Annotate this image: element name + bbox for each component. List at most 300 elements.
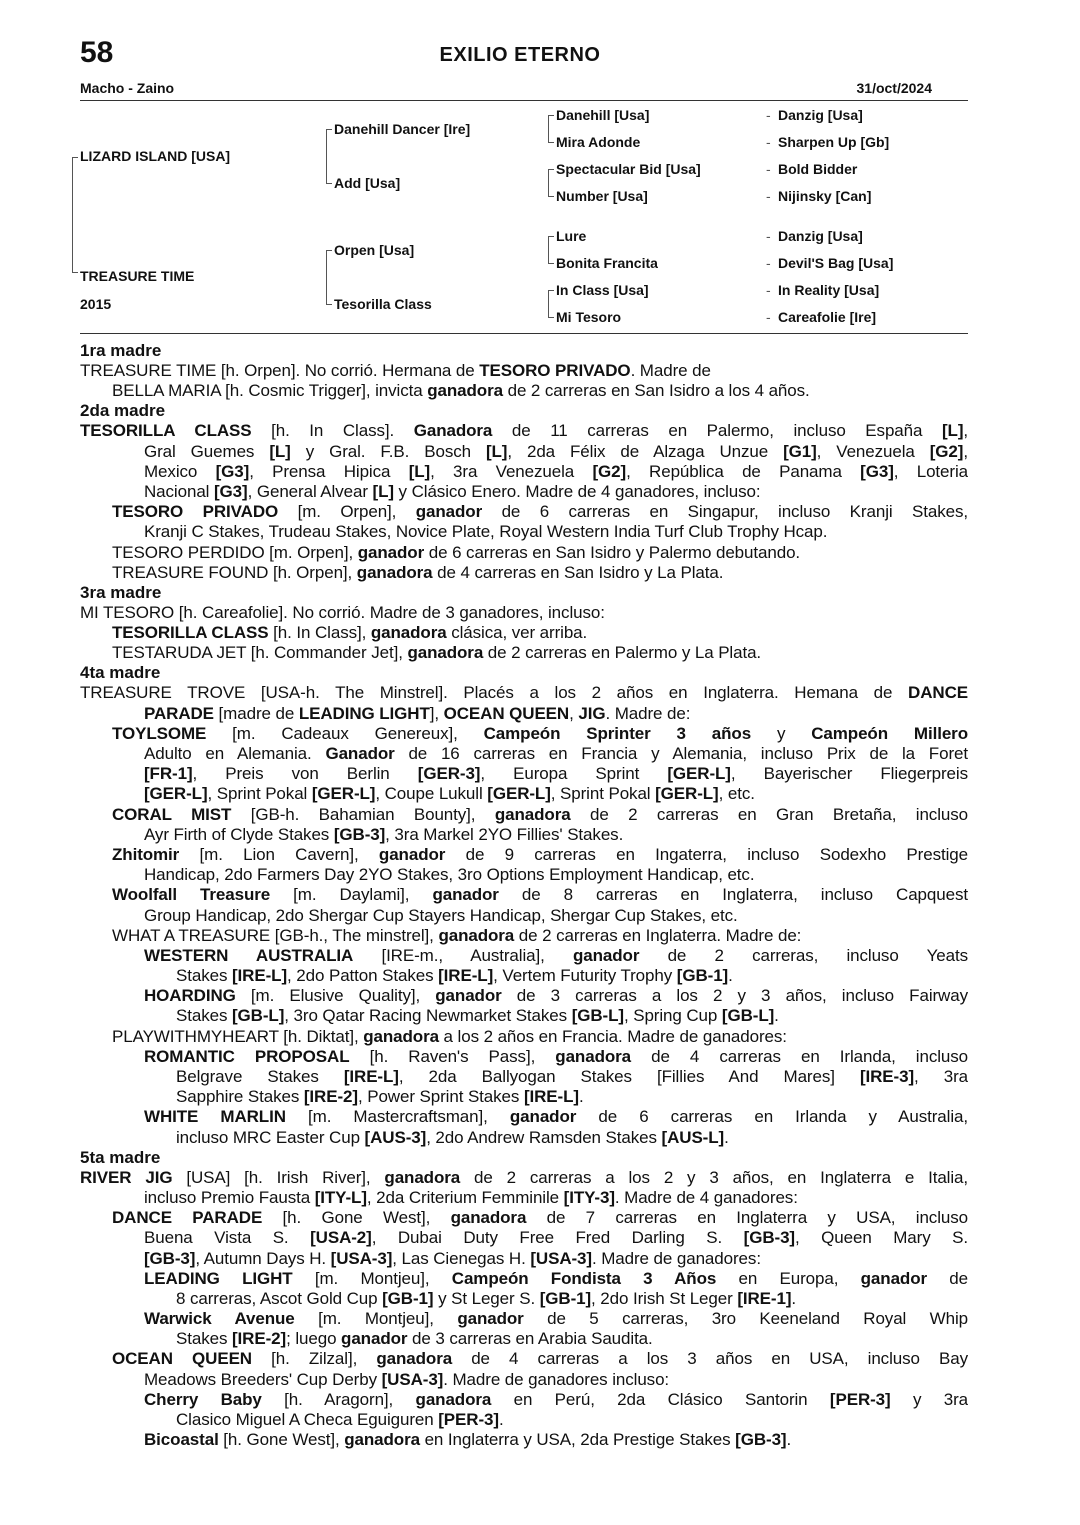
pedigree-tick [548,115,554,116]
bold-text: DANCE PARADE [112,1208,263,1228]
pedigree-tick [548,196,554,197]
bold-text: [GB-L] [232,1006,285,1026]
section-title: 2da madre [80,401,166,421]
lot-number: 58 [80,36,114,69]
pedigree-bracket [72,157,73,272]
pedigree-dash: - [766,282,771,298]
bold-text: [GB-1] [676,966,729,986]
bold-text: [G2] [592,461,627,481]
bold-text: ganador [509,1107,577,1127]
text-run: incluso Premio Fausta [144,1187,315,1207]
bold-text: [G1] [783,441,817,461]
bold-text: [GER-3] [417,764,481,784]
text-line [80,643,968,663]
pedigree-gen3-1: Danehill [Usa] [556,107,650,123]
bold-text: ganador [457,1309,524,1329]
text-line [80,926,968,946]
text-run: . [728,966,733,986]
text-line [80,865,968,885]
pedigree-gen4-5: Danzig [Usa] [778,228,863,244]
bold-text: Woolfall Treasure [112,885,271,905]
pedigree-gen3-5: Lure [556,228,587,244]
text-run: [h. Zilzal], [252,1349,377,1369]
pedigree-dash: - [766,107,771,123]
pedigree-gen4-8: Careafolie [Ire] [778,309,877,325]
bold-text: [GB-L] [721,1006,775,1026]
text-run: de 2 carreras, incluso Yeats [639,945,968,965]
bold-text: Campeón Fondista 3 Años [451,1268,717,1288]
text-line [80,1107,968,1127]
pedigree-bracket [326,129,327,183]
text-run: de 2 carreras en Inglaterra. Madre de: [514,925,802,945]
text-run: , Preis von Berlin [192,764,418,784]
text-run: en Europa, [716,1268,861,1288]
text-run: ; luego [286,1329,342,1349]
text-line [80,1269,968,1289]
text-run: y Clásico Enero. Madre de 4 ganadores, incluso: [393,481,761,501]
text-run: TREASURE TIME [h. Orpen]. No corrió. Hermana de [80,361,480,380]
text-run: , 2da Ballyogan Stakes [Fillies And Mares] [398,1067,860,1086]
text-run: , República de Panama [626,461,861,481]
pedigree-dash: - [766,255,771,271]
bold-text: ganador [341,1329,408,1349]
pedigree-dam: TREASURE TIME [80,268,195,284]
bold-text: ganadora [363,1026,439,1046]
text-run: ], [429,703,444,723]
text-line [80,1006,968,1026]
bold-text: [GB-3] [743,1228,795,1248]
text-run: de 11 carreras en Palermo, incluso España [492,421,942,441]
text-line [80,764,968,784]
text-run: y 3ra [890,1389,968,1409]
text-run: incluso MRC Easter Cup [176,1127,365,1147]
text-run: de 5 carreras, 3ro Keeneland Royal Whip [523,1309,968,1329]
text-line [80,1087,968,1107]
text-run: [h. In Class], [268,623,371,643]
text-run: , 3ra Markel 2YO Fillies' Stakes. [385,824,624,844]
text-line [80,1410,968,1430]
pedigree-gen4-1: Danzig [Usa] [778,107,863,123]
bold-text: ganador [435,986,502,1006]
text-run: Group Handicap, 2do Shergar Cup Stayers Handicap, Shergar Cup Stakes, etc. [144,905,738,925]
text-run: [m. Orpen], [278,502,416,522]
bold-text: [FR-1] [144,764,193,784]
pedigree-dash: - [766,228,771,244]
bold-text: [PER-3] [829,1389,891,1409]
text-run: , Queen Mary S. [795,1228,968,1248]
pedigree-dash: - [766,188,771,204]
bold-text: ganador [432,885,499,905]
text-run: , [569,703,579,723]
text-line [80,1027,968,1047]
text-run: [USA] [h. Irish River], [172,1167,385,1187]
text-run: Clasico Miguel A Checa Eguiguren [176,1410,439,1429]
text-run: , Sprint Pokal [207,784,312,804]
text-run: de 7 carreras en Inglaterra y USA, incluso [526,1208,968,1228]
bold-text: ganadora [370,623,447,643]
text-run: [h. Raven's Pass], [349,1046,556,1066]
bold-text: [IRE-2] [303,1087,358,1107]
bold-text: ganadora [427,381,503,401]
pedigree-gen2-4: Tesorilla Class [334,296,432,312]
text-run: de [927,1268,968,1288]
text-run: , Autumn Days H. [195,1248,331,1268]
text-line [80,1168,968,1188]
text-run: [IRE-m., Australia], [353,945,573,965]
text-run: en Inglaterra y USA, 2da Prestige Stakes [419,1430,736,1450]
sex-color: Macho - Zaino [80,80,175,96]
text-run: [m. Montjeu], [292,1268,452,1288]
text-line [80,623,968,643]
text-line [80,1370,968,1390]
pedigree-bracket [548,169,549,196]
pedigree-tick [548,263,554,264]
text-run: de 2 carreras a los 2 y 3 años, en Inglaterra e Italia, [460,1167,968,1187]
pedigree-chart [0,0,1080,340]
text-run: de 8 carreras en Inglaterra, incluso Capquest [498,885,968,905]
text-run: Stakes [176,1329,232,1349]
section-title: 3ra madre [80,582,162,602]
text-run: MI TESORO [h. Careafolie]. No corrió. Madre de 3 ganadores, incluso: [80,602,605,622]
text-run: , Power Sprint Stakes [357,1087,524,1107]
text-run: de 2 carreras en San Isidro a los 4 años. [502,381,810,401]
text-run: . [786,1430,792,1450]
pedigree-gen3-7: In Class [Usa] [556,282,649,298]
bold-text: LEADING LIGHT [298,703,430,723]
text-line [80,744,968,764]
bold-text: [IRE-1] [737,1288,792,1308]
bold-text: TESORO PRIVADO [479,361,631,380]
pedigree-gen4-3: Bold Bidder [778,161,858,177]
text-run: de 4 carreras a los 3 años en USA, incluso Bay [452,1349,968,1369]
bold-text: ganadora [555,1046,632,1066]
bold-text: [ITY-L] [314,1187,367,1207]
bold-text: [ITY-3] [563,1187,615,1207]
bold-text: [GB-3] [144,1248,196,1268]
bold-text: [L] [485,441,508,461]
text-line [80,603,968,623]
text-run: Ayr Firth of Clyde Stakes [144,824,334,844]
text-run: , 2da Criterium Femminile [366,1187,564,1207]
text-run: clásica, ver arriba. [446,623,588,643]
text-run: WHAT A TREASURE [GB-h., The minstrel], [112,925,439,945]
text-run: de 3 carreras en Arabia Saudita. [407,1329,653,1349]
text-run: , Sprint Pokal [550,784,656,804]
text-run: , 2do Irish St Leger [591,1288,738,1308]
text-run: [m. Daylami], [270,885,433,905]
text-run: [GB-h. Bahamian Bounty], [231,804,495,824]
pedigree-tick [72,157,78,158]
text-run: , Dubai Duty Free Fred Darling S. [371,1228,744,1248]
bold-text: WESTERN AUSTRALIA [144,945,354,965]
bold-text: ganadora [376,1349,453,1369]
text-run: Sapphire Stakes [176,1087,304,1107]
section-title: 4ta madre [80,663,161,683]
pedigree-gen2-1: Danehill Dancer [Ire] [334,121,471,137]
bold-text: [L] [941,421,964,441]
text-line [80,563,968,583]
text-line [80,543,968,563]
bold-text: [PER-3] [438,1410,499,1429]
pedigree-tick [326,304,332,305]
text-run: Mexico [144,461,216,481]
text-run: , 2da Félix de Alzaga Unzue [507,441,784,461]
text-line [80,1430,968,1450]
text-run: de 6 carreras en Singapur, incluso Kranji Stakes, [482,502,968,522]
text-run: de 6 carreras en Irlanda y Australia, [576,1107,968,1127]
text-run: , Loteria [893,461,968,481]
text-run: y St Leger S. [433,1288,540,1308]
section-title: 1ra madre [80,341,162,360]
pedigree-gen4-6: Devil'S Bag [Usa] [778,255,894,271]
text-line [80,885,968,905]
text-line [80,1249,968,1269]
pedigree-tick [326,250,332,251]
bold-text: [USA-3] [530,1248,592,1268]
bold-text: ganador [357,542,425,562]
bold-text: Warwick Avenue [144,1309,295,1329]
pedigree-rule [80,333,968,334]
horse-name: EXILIO ETERNO [439,44,601,66]
bold-text: ganador [378,844,446,864]
text-run: , Europa Sprint [480,764,668,784]
bold-text: [GB-L] [571,1006,624,1026]
text-line [80,381,968,401]
text-run: , etc. [718,784,755,804]
text-line [80,482,968,502]
pedigree-tick [548,290,554,291]
pedigree-dash: - [766,161,771,177]
pedigree-gen4-2: Sharpen Up [Gb] [778,134,890,150]
text-run: de 16 carreras en Francia y Alemania, incluso Prix de la Foret [394,744,968,763]
pedigree-bracket [548,236,549,263]
text-run: y Gral. F.B. Bosch [290,441,486,461]
pedigree-tick [548,236,554,237]
text-run: en Perú, 2da Clásico Santorin [491,1389,830,1409]
text-run: Stakes [176,966,232,986]
bold-text: Bicoastal [144,1430,219,1450]
bold-text: [GER-L] [311,784,376,804]
text-run: . Madre de ganadores incluso: [443,1369,670,1389]
bold-text: ganadora [415,1389,492,1409]
bold-text: [G3] [215,461,250,481]
bold-text: [USA-3] [330,1248,393,1268]
text-run: , 3ra [914,1067,968,1086]
text-run: Gral Guemes [144,441,270,461]
bold-text: [IRE-3] [859,1067,915,1086]
bold-text: ganadora [356,562,433,582]
bold-text: OCEAN QUEEN [112,1349,252,1369]
bold-text: ganadora [494,804,571,824]
text-line [80,1208,968,1228]
bold-text: PARADE [144,703,214,723]
bold-text: LEADING LIGHT [144,1268,293,1288]
bold-text: TESORILLA CLASS [80,421,252,441]
text-run: Kranji C Stakes, Trudeau Stakes, Novice Plate, Royal Western India Turf Club Trophy Hcap. [144,522,828,542]
text-run: . Madre de 4 ganadores: [614,1187,798,1207]
text-run: Buena Vista S. [144,1228,311,1248]
bold-text: ganador [860,1268,928,1288]
text-run: , Vertem Futurity Trophy [493,966,677,986]
text-run: , General Alvear [247,481,373,501]
text-line [80,724,968,744]
pedigree-tick [548,317,554,318]
bold-text: DANCE [908,683,968,703]
pedigree-gen3-2: Mira Adonde [556,134,641,150]
text-run: . Madre de [630,361,711,380]
bold-text: TOYLSOME [112,723,207,743]
text-line [80,1128,968,1148]
bold-text: ganador [572,945,640,965]
text-run: a los 2 años en Francia. Madre de ganadores: [438,1026,787,1046]
text-run: . [774,1006,779,1026]
text-line [80,1228,968,1248]
text-run: y [751,723,812,743]
text-run: TESORO PERDIDO [m. Orpen], [112,542,358,562]
text-run: TREASURE FOUND [h. Orpen], [112,562,357,582]
text-line [80,502,968,522]
text-line [80,966,968,986]
text-line [80,1309,968,1329]
text-line [80,845,968,865]
bold-text: Campeón Millero [811,723,968,743]
text-run: , 2do Andrew Ramsden Stakes [426,1127,662,1147]
text-run: PLAYWITHMYHEART [h. Diktat], [112,1026,364,1046]
bold-text: ganador [415,502,483,522]
text-run: de 3 carreras a los 2 y 3 años, incluso Fairway [501,986,968,1006]
bold-text: HOARDING [144,986,236,1006]
text-line [80,704,968,724]
bold-text: [IRE-2] [232,1329,287,1349]
bold-text: [L] [372,481,394,501]
text-run: [m. Montjeu], [294,1309,458,1329]
text-run: de 2 carreras en Gran Bretaña, incluso [570,804,968,824]
text-run: . [578,1087,584,1107]
pedigree-gen4-7: In Reality [Usa] [778,282,880,298]
bold-text: ganadora [438,925,515,945]
text-line [80,1047,968,1067]
bold-text: [G3] [213,481,248,501]
bold-text: [USA-2] [310,1228,372,1248]
text-line [80,1390,968,1410]
text-line [80,683,968,703]
text-line [80,1067,968,1087]
bold-text: ROMANTIC PROPOSAL [144,1046,350,1066]
section-title: 5ta madre [80,1147,161,1167]
pedigree-bracket [326,250,327,304]
text-line [80,1289,968,1309]
text-line [80,462,968,482]
bold-text: [AUS-L] [661,1127,725,1147]
text-run: , 3ro Qatar Racing Newmarket Stakes [284,1006,572,1026]
bold-text: [IRE-L] [438,966,494,986]
bold-text: [IRE-L] [232,966,288,986]
text-run: TREASURE TROVE [USA-h. The Minstrel]. Placés a los 2 años en Inglaterra. Hemana de [80,683,909,703]
pedigree-tick [72,272,78,273]
bold-text: [GB-1] [382,1288,434,1308]
bold-text: [G3] [860,461,894,481]
text-run: , Coupe Lukull [375,784,488,804]
text-run: Nacional [144,481,214,501]
text-line [80,825,968,845]
text-run: , [963,441,968,461]
text-run: [madre de [213,703,299,723]
text-run: , [963,421,968,441]
bold-text: [IRE-L] [523,1087,579,1107]
pedigree-tick [548,169,554,170]
pedigree-gen4-4: Nijinsky [Can] [778,188,872,204]
bold-text: [L] [408,461,431,481]
text-line [80,946,968,966]
pedigree-sire: LIZARD ISLAND [USA] [80,148,231,164]
text-run: , Prensa Hipica [249,461,409,481]
text-run: . [724,1127,729,1147]
bold-text: [GER-L] [487,784,551,804]
bold-text: Zhitomir [112,844,180,864]
text-run: [m. Elusive Quality], [235,986,436,1006]
bold-text: ganadora [384,1167,461,1187]
bold-text: CORAL MIST [112,804,232,824]
pedigree-gen3-6: Bonita Francita [556,255,658,271]
pedigree-tick [548,142,554,143]
text-run: , Bayerischer Fliegerpreis [730,764,968,784]
text-line [80,1329,968,1349]
pedigree-dash: - [766,309,771,325]
text-line [80,784,968,804]
text-line [80,522,968,542]
text-line [80,421,968,441]
bold-text: OCEAN QUEEN [443,703,570,723]
text-run: [m. Lion Cavern], [179,844,379,864]
bold-text: Ganadora [413,421,493,441]
text-run: . [791,1288,797,1308]
text-run: , Spring Cup [623,1006,722,1026]
text-run: de 9 carreras en Ingaterra, incluso Sodexho Prestige [445,844,968,864]
bold-text: [GER-L] [144,784,208,804]
pedigree-tick [326,183,332,184]
bold-text: JIG [578,703,606,723]
text-run: Belgrave Stakes [176,1067,344,1086]
text-run: [h. Aragorn], [261,1389,416,1409]
bold-text: [GER-L] [667,764,731,784]
text-run: [h. Gone West], [262,1208,451,1228]
text-run: Meadows Breeders' Cup Derby [144,1369,382,1389]
bold-text: WHITE MARLIN [144,1107,286,1127]
text-line [80,442,968,462]
pedigree-gen3-8: Mi Tesoro [556,309,622,325]
text-run: [m. Mastercraftsman], [285,1107,510,1127]
text-run: TESTARUDA JET [h. Commander Jet], [112,643,408,663]
text-run: [m. Cadeaux Genereux], [206,723,484,743]
bold-text: TESORILLA CLASS [112,623,269,643]
text-run: [h. In Class]. [251,421,414,441]
text-run: de 4 carreras en San Isidro y La Plata. [432,562,724,582]
text-run: , 3ra Venezuela [430,461,593,481]
text-line [80,1188,968,1208]
bold-text: [IRE-L] [343,1067,399,1086]
text-run: de 6 carreras en San Isidro y Palermo debutando. [424,542,801,562]
pedigree-dam-year: 2015 [80,296,112,312]
text-run: 8 carreras, Ascot Gold Cup [176,1288,383,1308]
pedigree-gen3-4: Number [Usa] [556,188,648,204]
bold-text: RIVER JIG [80,1167,173,1187]
bold-text: [GB-3] [333,824,386,844]
text-run: Stakes [176,1006,232,1026]
bold-text: ganadora [407,643,484,663]
pedigree-bracket [548,290,549,317]
text-run: Handicap, 2do Farmers Day 2YO Stakes, 3ro Options Employment Handicap, etc. [144,865,755,885]
text-line [80,361,968,381]
